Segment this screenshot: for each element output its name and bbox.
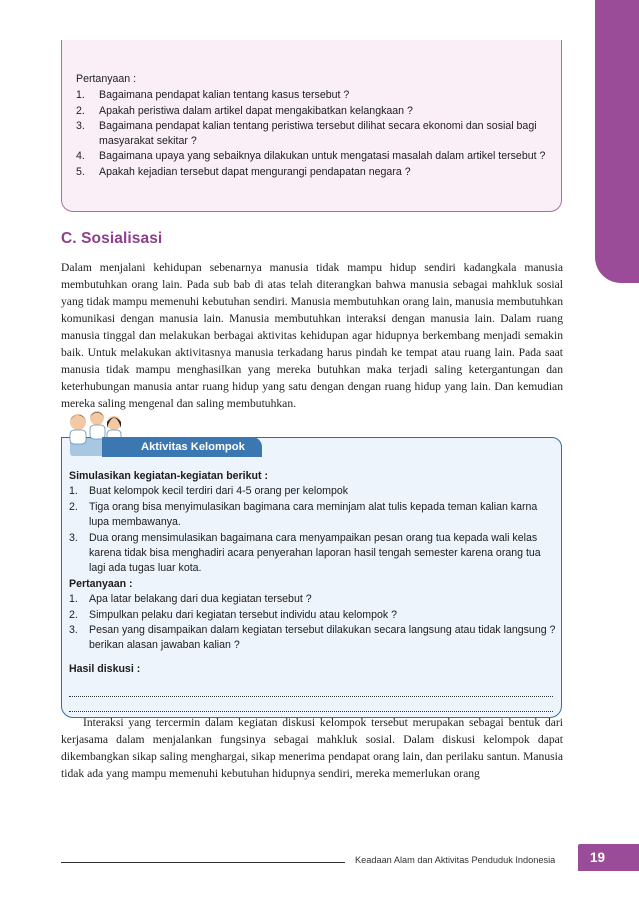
activity-questions-title: Pertanyaan : <box>69 577 133 590</box>
list-item: 3. Dua orang mensimulasikan bagaimana cara menyampaikan pesan orang tua kepada wali kelas karena tidak bisa menghadiri acara penyerahan laporan hasil tengah semester karena orang tua lagi ada tugas luar kota. <box>69 531 541 575</box>
activity-steps <box>69 484 559 576</box>
list-item: 2. Simpulkan pelaku dari kegiatan tersebut individu atau kelompok ? <box>69 608 397 621</box>
activity-box <box>61 437 562 718</box>
body-paragraph: Dalam menjalani kehidupan sebenarnya manusia tidak mampu hidup sendiri kadangkala manusia membutuhkan orang lain. Pada sub bab di atas telah diterangkan bahwa manusia sebagai mahkluk sosial yang tidak mampu memenuhi kebutuhan sendiri. Manusia membutuhkan orang lain, manusia membutuhkan komunikasi dengan manusia lain. Manusia membutuhkan interaksi dengan manusia lain. Dalam ruang manusia tinggal dan melakukan berbagai aktivitas kehidupan agar hidupnya berkembang menjadi semakin baik. Untuk melakukan aktivitasnya manusia terkadang harus pindah ke tempat atau ruang lain. Pada saat manusia tidak mampu menghasilkan yang mereka butuhkan maka terjadi saling ketergantungan dan keterhubungan manusia antar ruang hidup yang satu dengan dengan ruang hidup yang lain. Dan kemudian mereka saling mengenal dan saling membutuhkan. <box>61 261 563 411</box>
footer-title: Keadaan Alam dan Aktivitas Penduduk Indonesia <box>355 855 556 865</box>
list-item: 2. Apakah peristiwa dalam artikel dapat mengakibatkan kelangkaan ? <box>76 104 413 117</box>
footer-divider <box>61 862 345 863</box>
list-item: 1. Bagaimana pendapat kalian tentang kasus tersebut ? <box>76 89 350 102</box>
answer-line <box>69 682 553 697</box>
question-list <box>76 88 547 180</box>
section-heading: C. Sosialisasi <box>61 230 163 247</box>
activity-intro: Simulasikan kegiatan-kegiatan berikut : <box>69 470 268 482</box>
activity-content <box>69 469 559 712</box>
list-item: 3. Pesan yang disampaikan dalam kegiatan tersebut dilakukan secara langsung atau tidak langsung ? berikan alasan jawaban kalian ? <box>69 624 556 652</box>
activity-header: Aktivitas Kelompok <box>102 437 262 457</box>
side-tab <box>595 0 639 283</box>
list-item: 3. Bagaimana pendapat kalian tentang peristiwa tersebut dilihat secara ekonomi dan sosial bagi masyarakat sekitar ? <box>76 119 537 148</box>
activity-questions <box>69 592 559 654</box>
result-title: Hasil diskusi : <box>69 662 141 675</box>
list-item: 1. Apa latar belakang dari dua kegiatan tersebut ? <box>69 593 312 606</box>
answer-line <box>69 697 553 712</box>
list-item: 1. Buat kelompok kecil terdiri dari 4-5 orang per kelompok <box>69 485 349 498</box>
list-item: 5. Apakah kejadian tersebut dapat mengurangi pendapatan negara ? <box>76 165 411 178</box>
page-number: 19 <box>578 844 639 871</box>
list-item: 2. Tiga orang bisa menyimulasikan bagimana cara meminjam alat tulis kepada teman kalian karna lupa membawanya. <box>69 500 538 529</box>
question-box <box>61 40 562 212</box>
body-paragraph: Interaksi yang tercermin dalam kegiatan diskusi kelompok tersebut merupakan sebagai bentuk dari kerjasama dalam menjalankan fungsinya sebagai mahkluk sosial. Dalam diskusi kelompok dapat dikembangkan sikap saling menghargai, sikap menerima pendapat orang lain, dan perilaku santun. Manusia tidak ada yang mampu memenuhi kebutuhan hidupnya sendiri, mereka memerlukan orang <box>61 716 563 781</box>
list-item: 4. Bagaimana upaya yang sebaiknya dilakukan untuk mengatasi masalah dalam artikel tersebut ? <box>76 150 546 163</box>
question-title: Pertanyaan : <box>76 73 137 85</box>
